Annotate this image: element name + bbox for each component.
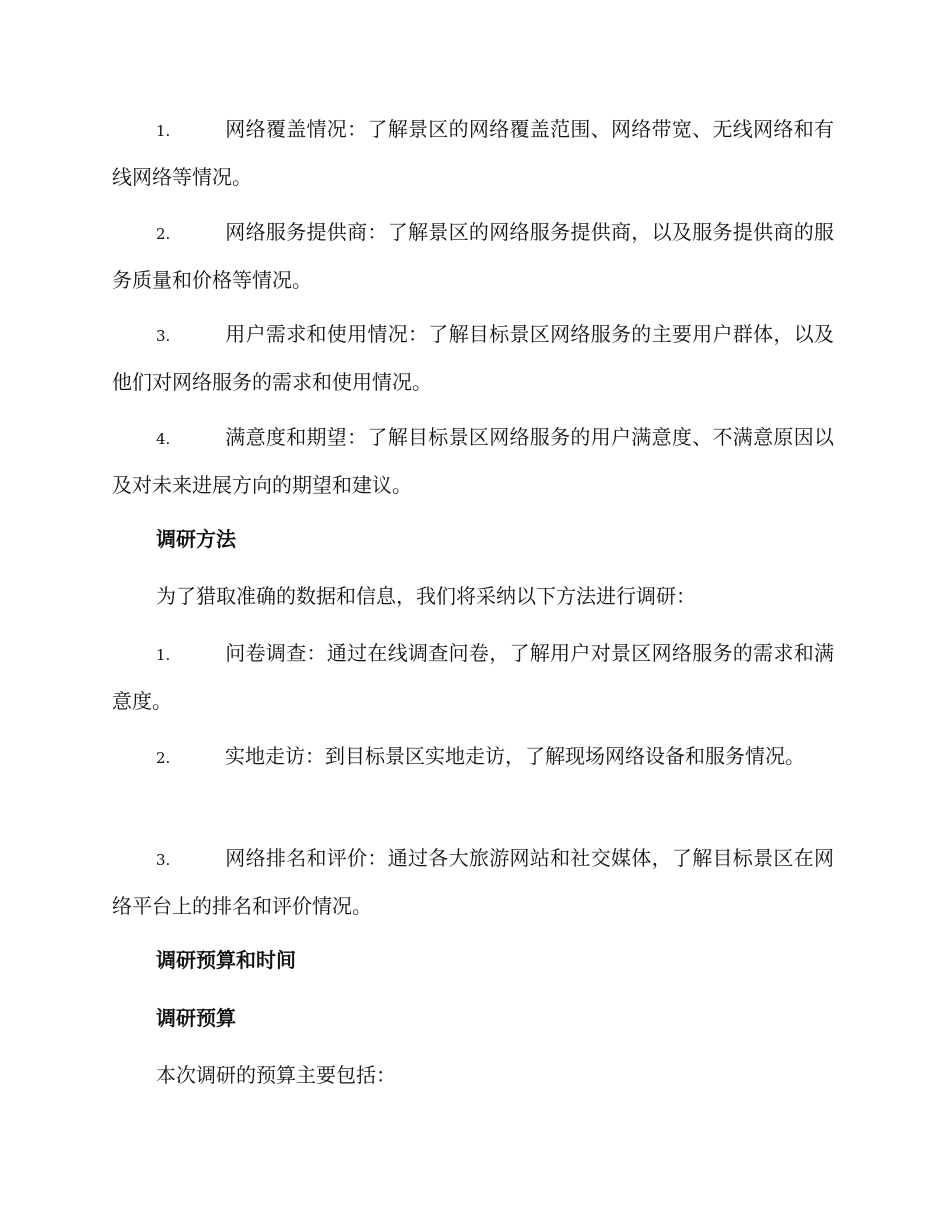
list-item (112, 733, 834, 781)
list-number: 1. (156, 122, 171, 140)
list-number: 2. (156, 225, 171, 243)
list-text: 网络排名和评价：通过各大旅游网站和社交媒体，了解目标景区在网络平台上的排名和评价情况。 (112, 846, 834, 918)
list-number: 3. (156, 851, 171, 869)
methods-intro: 为了猎取准确的数据和信息，我们将采纳以下方法进行调研： (156, 584, 696, 608)
list-text: 用户需求和使用情况：了解目标景区网络服务的主要用户群体，以及他们对网络服务的需求和使用情况。 (112, 322, 834, 394)
list-item (112, 209, 834, 303)
list-item (112, 311, 834, 405)
list-text: 问卷调查：通过在线调查问卷，了解用户对景区网络服务的需求和满意度。 (112, 641, 834, 713)
list-text: 网络覆盖情况：了解景区的网络覆盖范围、网络带宽、无线网络和有线网络等情况。 (112, 117, 834, 189)
list-item (112, 835, 834, 929)
list-item (112, 106, 834, 200)
list-item (112, 630, 834, 724)
list-number: 3. (156, 327, 171, 345)
section-heading-methods: 调研方法 (156, 527, 236, 551)
list-item (112, 414, 834, 508)
list-text: 实地走访：到目标景区实地走访，了解现场网络设备和服务情况。 (225, 744, 805, 768)
list-number: 2. (156, 749, 171, 767)
section-heading-budget-time: 调研预算和时间 (156, 948, 296, 972)
budget-intro: 本次调研的预算主要包括： (156, 1063, 396, 1087)
list-text: 满意度和期望：了解目标景区网络服务的用户满意度、不满意原因以及对未来进展方向的期望和建议。 (112, 425, 834, 497)
list-text: 网络服务提供商：了解景区的网络服务提供商，以及服务提供商的服务质量和价格等情况。 (112, 220, 834, 292)
section-subheading-budget: 调研预算 (156, 1006, 236, 1030)
list-number: 4. (156, 430, 171, 448)
list-number: 1. (156, 646, 171, 664)
